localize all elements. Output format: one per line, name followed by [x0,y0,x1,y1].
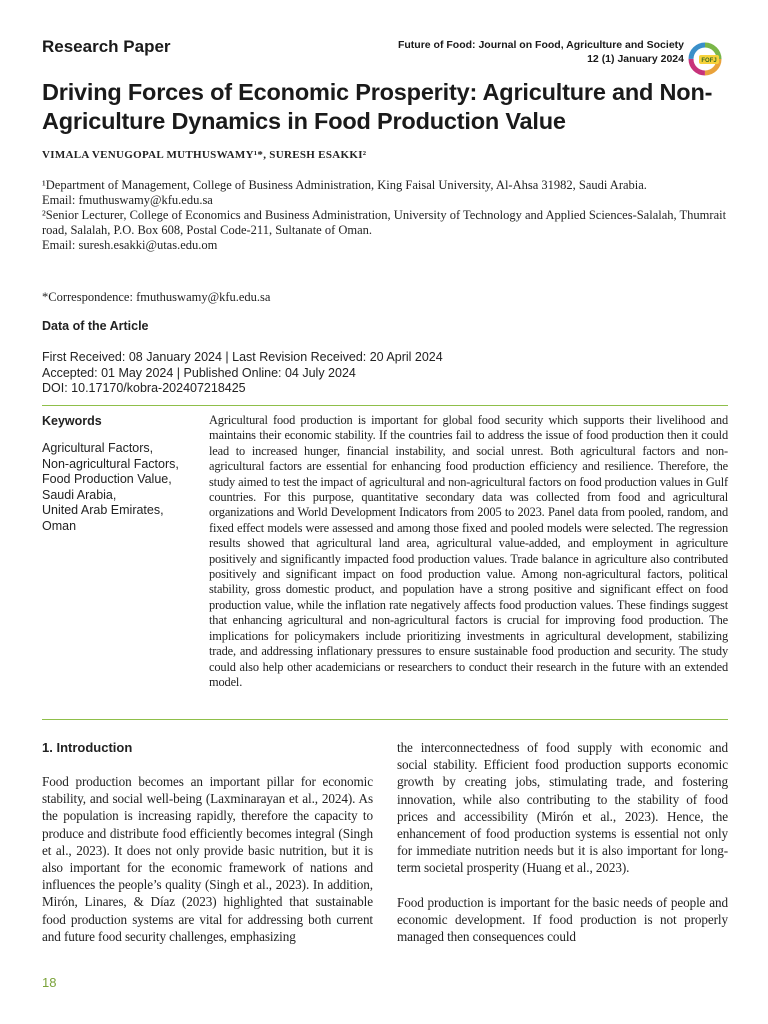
affiliation-2-email: Email: suresh.esakki@utas.edu.om [42,238,218,252]
introduction-heading: 1. Introduction [42,740,133,755]
journal-logo-icon [688,42,722,76]
abstract: Agricultural food production is important for global food security which supports their livelihood and maintains their economic stability. If the countries fail to address the issue of food production then it could lead to increased hunger, financial instability, and social unrest. Both agricultural factors and non-agricultural factors are essential for enhancing food production efficiency and resilience. Therefore, the study aimed to test the impact of agricultural and non-agricultural factors on food production values in Gulf countries. For this purpose, quantitative secondary data was collected from food and agricultural organizations and World Development Indicators from 2005 to 2023. Panel data from pooled, random, and fixed effect models were assessed and among those fixed and pooled models were selected. The regression results showed that agricultural land area, agricultural value-added, and employment in agriculture positively and significantly impacted food production values. Trade balance in agriculture also contributed positively and significant impact on food production value. Among non-agricultural factors, political stability, gross domestic product, and population have a strong positive and significant effect on food production value, while the inflation rate negatively affects food production values. These findings suggest that enhancing agricultural and non-agricultural factors is crucial for improving food production. The implications for policymakers include prioritizing investments in agricultural development, stabilizing trade, and addressing inflationary pressures to ensure sustainable food production and security. The study could also help other academicians or researchers to conduct their research in the future with an extended model. [209,413,728,689]
correspondence: *Correspondence: fmuthuswamy@kfu.edu.sa [42,290,271,304]
page-number: 18 [42,975,57,990]
intro-paragraph: Food production becomes an important pillar for economic stability, and social well-being (Laxminarayan et al., 2024). As the population is increasing rapidly, therefore the capacity to produce and distribute food efficiently becomes integral (Singh et al., 2023). It does not only provide basic nutrition, but it is also important for the economic framework of nations and influences the people’s quality (Singh et al., 2023). In addition, Mirón, Linares, & Díaz (2023) highlighted that sustainable food production systems are vital for addressing both current and future food security challenges, emphasizing [42,774,373,944]
article-dates [42,350,443,397]
section-label: Research Paper [42,37,171,56]
affiliation-1: ¹Department of Management, College of Business Administration, King Faisal University, Al-Ahsa 31982, Saudi Arabia. [42,178,647,192]
keyword-item: Non-agricultural Factors, [42,456,179,471]
journal-info [398,38,684,66]
keywords-list [42,441,192,534]
keyword-item: Oman [42,518,77,533]
author-list: VIMALA VENUGOPAL MUTHUSWAMY¹*, SURESH ESAKKI² [42,149,367,161]
affiliation-1-email: Email: fmuthuswamy@kfu.edu.sa [42,193,213,207]
intro-right-column [397,739,728,945]
received-dates: First Received: 08 January 2024 | Last Revision Received: 20 April 2024 [42,350,443,364]
journal-issue: 12 (1) January 2024 [587,53,684,65]
divider [42,405,728,406]
accepted-dates: Accepted: 01 May 2024 | Published Online: 04 July 2024 [42,365,356,380]
keyword-item: Food Production Value, [42,472,172,486]
logo-text: FOFJ [701,58,717,64]
doi: DOI: 10.17170/kobra-202407218425 [42,381,246,395]
data-of-article-heading: Data of the Article [42,319,149,333]
article-title: Driving Forces of Economic Prosperity: Agriculture and Non-Agriculture Dynamics in Food Production Value [42,79,713,134]
keyword-item: Agricultural Factors, [42,441,154,455]
keywords-heading: Keywords [42,414,102,428]
intro-paragraph: the interconnectedness of food supply with economic and social stability. Efficient food production supports economic growth by creating jobs, stimulating trade, and fostering innovation, while also contributing to the stability of food prices and accessibility (Mirón et al., 2023). Hence, the enhancement of food production systems is essential not only for immediate nutrition needs but it is also important for long-term societal prosperity (Huang et al., 2023). [397,740,728,876]
keyword-item: United Arab Emirates, [42,503,164,517]
divider [42,719,728,720]
affiliations [42,178,742,253]
keyword-item: Saudi Arabia, [42,487,117,502]
intro-left-column [42,773,373,945]
journal-name: Future of Food: Journal on Food, Agriculture and Society [397,39,684,51]
intro-paragraph: Food production is important for the basic needs of people and economic development. If food production is not properly managed then consequences could [397,894,728,945]
affiliation-2: ²Senior Lecturer, College of Economics and Business Administration, University of Technology and Applied Sciences-Salalah, Thumrait road, Salalah, P.O. Box 608, Postal Code-211, Sultanate of Oman. [42,208,727,237]
